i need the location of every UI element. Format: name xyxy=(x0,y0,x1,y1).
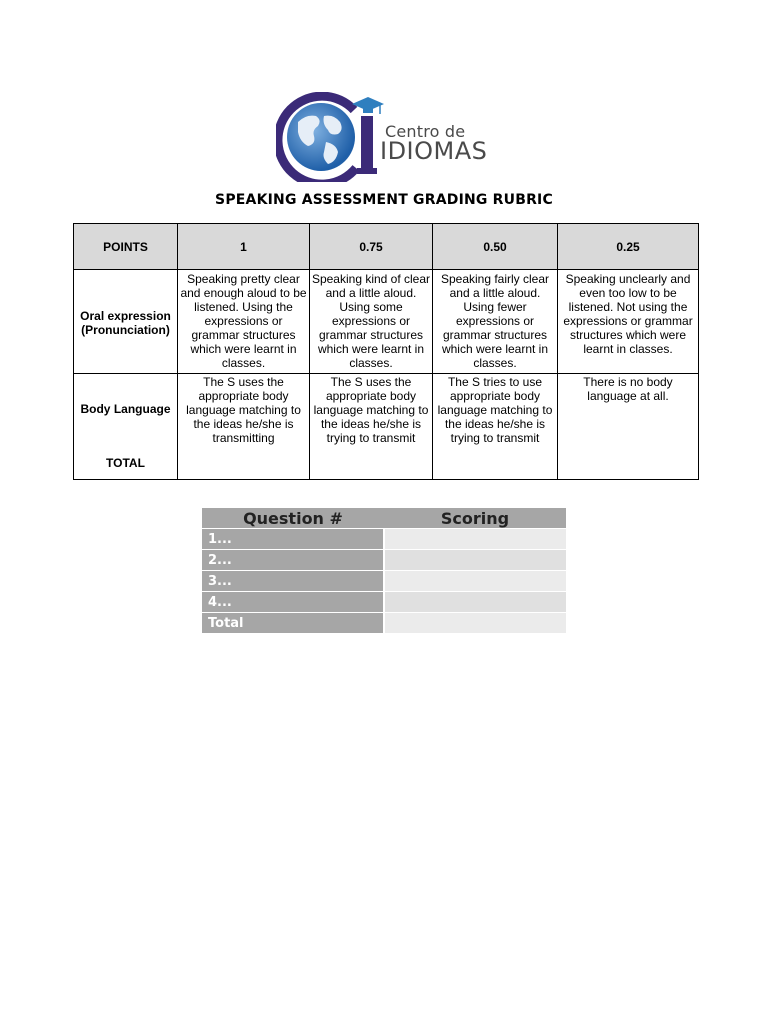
rubric-header-050: 0.50 xyxy=(433,224,558,270)
rubric-header-075: 0.75 xyxy=(310,224,433,270)
score-cell[interactable] xyxy=(384,529,566,550)
rubric-cell: The S uses the appropriate body language matching to the ideas he/she is transmitting xyxy=(178,374,310,480)
score-cell[interactable] xyxy=(384,550,566,571)
total-score-cell[interactable] xyxy=(384,613,566,634)
scoring-row xyxy=(202,529,566,550)
rubric-header-row xyxy=(74,224,699,270)
scoring-table xyxy=(202,508,566,634)
rubric-row-oral-expression xyxy=(74,270,699,374)
rubric-row-body-language xyxy=(74,374,699,480)
question-label: 4... xyxy=(202,592,384,613)
rubric-cell: There is no body language at all. xyxy=(558,374,699,480)
logo xyxy=(276,92,492,182)
rubric-row-label: Body Language xyxy=(80,402,171,416)
scoring-row xyxy=(202,592,566,613)
rubric-cell: Speaking fairly clear and a little aloud. Using fewer expressions or grammar structures which were learnt in classes. xyxy=(433,270,558,374)
rubric-header-1: 1 xyxy=(178,224,310,270)
rubric-total-label: TOTAL xyxy=(106,456,145,470)
rubric-header-025: 0.25 xyxy=(558,224,699,270)
question-label: 1... xyxy=(202,529,384,550)
scoring-header-scoring: Scoring xyxy=(384,508,566,529)
question-label: 3... xyxy=(202,571,384,592)
rubric-cell: Speaking unclearly and even too low to be listened. Not using the expressions or grammar structures which were learnt in classes. xyxy=(558,270,699,374)
rubric-row-label-cell xyxy=(74,374,178,480)
logo-line-2: IDIOMAS xyxy=(380,137,488,165)
scoring-row-total xyxy=(202,613,566,634)
scoring-header-question: Question # xyxy=(202,508,384,529)
rubric-cell: Speaking pretty clear and enough aloud to be listened. Using the expressions or grammar structures which were learnt in classes. xyxy=(178,270,310,374)
rubric-cell: The S uses the appropriate body language matching to the ideas he/she is trying to transmit xyxy=(310,374,433,480)
rubric-header-points: POINTS xyxy=(74,224,178,270)
grading-rubric-table xyxy=(73,223,699,480)
scoring-row xyxy=(202,571,566,592)
score-cell[interactable] xyxy=(384,571,566,592)
score-cell[interactable] xyxy=(384,592,566,613)
logo-line-1: Centro de xyxy=(385,122,466,141)
rubric-cell: Speaking kind of clear and a little aloud. Using some expressions or grammar structures which were learnt in classes. xyxy=(310,270,433,374)
total-label: Total xyxy=(202,613,384,634)
page-title: SPEAKING ASSESSMENT GRADING RUBRIC xyxy=(215,192,553,208)
question-label: 2... xyxy=(202,550,384,571)
rubric-row-label: Oral expression (Pronunciation) xyxy=(74,270,178,374)
scoring-header-row xyxy=(202,508,566,529)
scoring-row xyxy=(202,550,566,571)
rubric-cell: The S tries to use appropriate body language matching to the ideas he/she is trying to transmit xyxy=(433,374,558,480)
